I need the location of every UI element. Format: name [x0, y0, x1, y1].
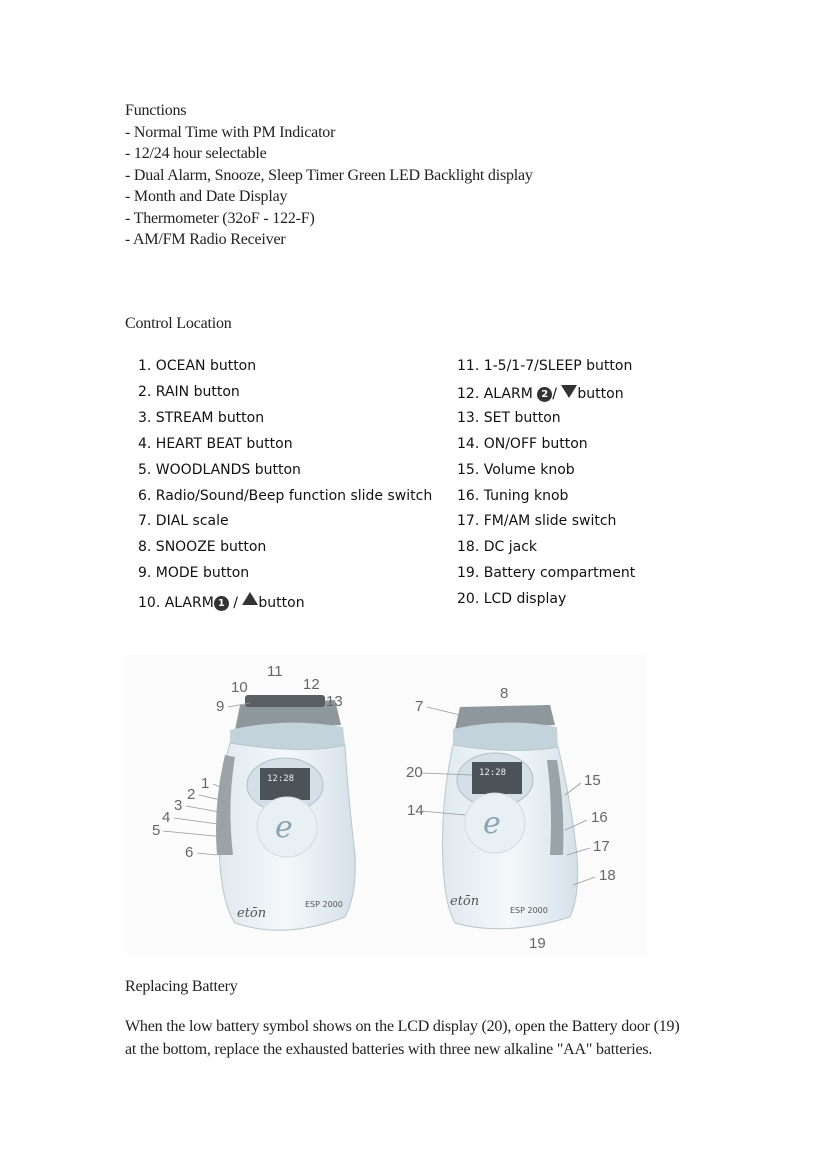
control-item-2: 2. RAIN button — [138, 384, 240, 400]
callout-7: 7 — [415, 698, 424, 715]
brand-logo-left: etōn — [237, 906, 267, 921]
down-arrow-icon — [561, 385, 577, 398]
replacing-battery-heading: Replacing Battery — [125, 978, 238, 995]
callout-11: 11 — [267, 663, 283, 680]
control-item-19: 19. Battery compartment — [457, 565, 636, 581]
paragraph-line: at the bottom, replace the exhausted batteries with three new alkaline "AA" batteries. — [125, 1040, 653, 1058]
function-item: - AM/FM Radio Receiver — [125, 231, 286, 248]
model-label-right: ESP 2000 — [510, 906, 548, 915]
product-illustration — [125, 655, 646, 955]
control-item-10-label: 10. ALARM — [138, 595, 214, 611]
control-item-12 — [457, 385, 624, 402]
lcd-time-text-right: 12:28 — [479, 768, 507, 778]
control-item-11: 11. 1-5/1-7/SLEEP button — [457, 358, 633, 374]
paragraph-line: When the low battery symbol shows on the LCD display (20), open the Battery door (19) — [125, 1018, 680, 1035]
callout-8: 8 — [500, 685, 509, 702]
control-item-15: 15. Volume knob — [457, 462, 575, 478]
lcd-time-text: 12:28 — [267, 774, 295, 784]
callout-6: 6 — [185, 844, 194, 861]
control-item-13: 13. SET button — [457, 410, 561, 426]
callout-13: 13 — [326, 693, 343, 710]
control-item-6: 6. Radio/Sound/Beep function slide switch — [138, 488, 433, 504]
callout-16: 16 — [591, 809, 608, 826]
function-item: - Normal Time with PM Indicator — [125, 123, 336, 141]
separator: / — [552, 386, 562, 402]
e-logo-icon: e — [483, 806, 501, 841]
alarm-1-icon: 1 — [214, 596, 229, 611]
callout-9: 9 — [216, 698, 225, 715]
callout-12: 12 — [303, 676, 320, 693]
model-label-left: ESP 2000 — [305, 900, 343, 909]
callout-3: 3 — [174, 797, 183, 814]
replacing-battery-body — [125, 1016, 725, 1061]
function-item: - Dual Alarm, Snooze, Sleep Timer Green LED Backlight display — [125, 166, 533, 184]
control-location-heading: Control Location — [125, 315, 232, 332]
control-item-10-suffix: button — [258, 595, 305, 611]
callout-17: 17 — [593, 838, 610, 855]
callout-4: 4 — [162, 809, 171, 826]
device-right — [442, 705, 577, 929]
control-item-14: 14. ON/OFF button — [457, 436, 588, 452]
callout-18: 18 — [599, 867, 616, 884]
functions-section — [125, 100, 533, 251]
product-diagram — [125, 655, 646, 955]
functions-heading: Functions — [125, 102, 187, 119]
function-item: - 12/24 hour selectable — [125, 145, 267, 162]
callout-1: 1 — [201, 775, 210, 792]
control-item-8: 8. SNOOZE button — [138, 539, 267, 555]
up-arrow-icon — [242, 592, 258, 605]
separator: / — [228, 595, 243, 611]
callout-20: 20 — [406, 764, 423, 781]
e-logo-icon: e — [275, 810, 293, 845]
callout-14: 14 — [407, 802, 424, 819]
control-item-9: 9. MODE button — [138, 565, 250, 581]
control-item-3: 3. STREAM button — [138, 410, 265, 426]
alarm-2-icon: 2 — [537, 387, 552, 402]
function-item: - Month and Date Display — [125, 188, 288, 205]
control-item-12-label: 12. ALARM — [457, 386, 538, 402]
lcd-display-right — [472, 762, 522, 794]
control-item-5: 5. WOODLANDS button — [138, 462, 301, 478]
callout-15: 15 — [584, 772, 601, 789]
control-item-1: 1. OCEAN button — [138, 358, 257, 374]
control-item-17: 17. FM/AM slide switch — [457, 513, 617, 529]
control-item-18: 18. DC jack — [457, 539, 537, 555]
control-item-12-suffix: button — [577, 386, 624, 402]
callout-5: 5 — [152, 822, 161, 839]
control-item-7: 7. DIAL scale — [138, 513, 229, 529]
control-item-20: 20. LCD display — [457, 591, 567, 607]
brand-logo-right: etōn — [450, 894, 480, 909]
device-left — [216, 695, 355, 930]
control-item-10 — [138, 592, 305, 611]
callout-2: 2 — [187, 786, 196, 803]
lcd-display — [260, 768, 310, 800]
callout-10: 10 — [231, 679, 248, 696]
callout-19: 19 — [529, 935, 546, 952]
control-item-16: 16. Tuning knob — [457, 488, 569, 504]
top-button-strip — [245, 695, 325, 707]
control-item-4: 4. HEART BEAT button — [138, 436, 293, 452]
function-item: - Thermometer (32oF - 122-F) — [125, 209, 315, 227]
